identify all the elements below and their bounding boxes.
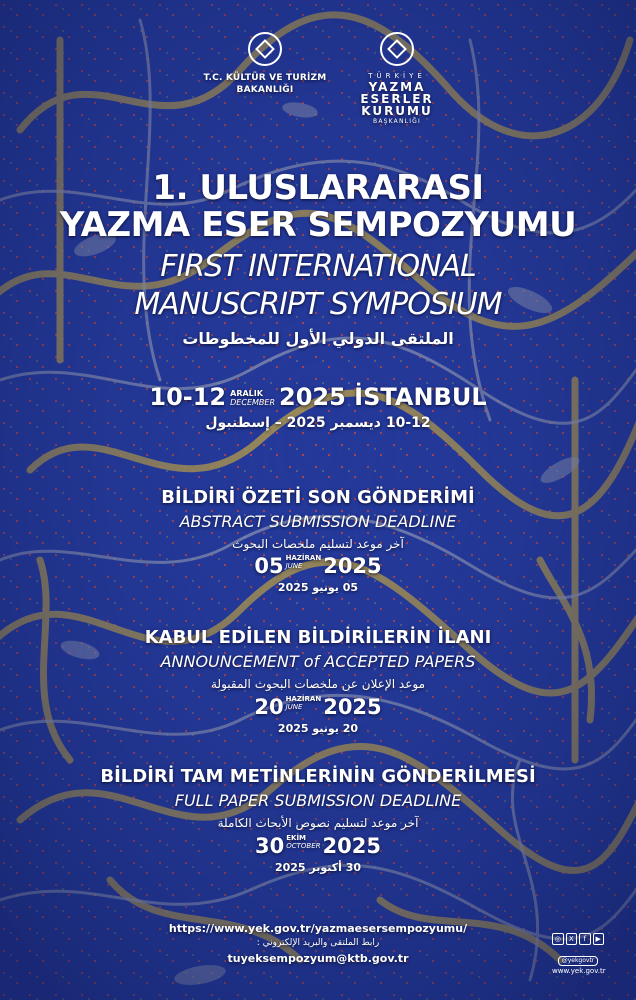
event-year-city: 2025 İSTANBUL	[279, 383, 487, 411]
deadline-3-date	[0, 834, 636, 858]
instagram-icon[interactable]: ◎	[552, 933, 564, 945]
institution-name-line3: ESERLER	[360, 92, 434, 106]
event-days: 10-12	[149, 383, 227, 411]
event-month-tr: ARALIK	[230, 389, 263, 398]
event-date-ar: 10-12 ديسمبر 2025 – إسطنبول	[205, 415, 431, 431]
ministry-name-line2: BAKANLIĞI	[236, 85, 294, 95]
event-date	[0, 383, 636, 411]
deadline-1-month-en: JUNE	[285, 562, 303, 570]
title-en-line2: MANUSCRIPT SYMPOSIUM	[134, 287, 502, 322]
deadline-3-day: 30	[255, 834, 285, 858]
deadline-3-month	[286, 834, 320, 850]
social-handle: @yekgovtr	[558, 956, 599, 966]
deadline-2-day: 20	[254, 695, 284, 719]
deadline-1-month-tr: HAZİRAN	[285, 554, 322, 562]
facebook-icon[interactable]: f	[579, 933, 591, 945]
deadline-3-title-en: FULL PAPER SUBMISSION DEADLINE	[174, 791, 462, 810]
deadline-2-month	[286, 695, 322, 711]
ministry-logo	[190, 32, 340, 96]
deadline-3-year: 2025	[322, 834, 381, 858]
youtube-icon[interactable]: ▶	[593, 933, 605, 945]
institution-name-line4: KURUMU	[361, 104, 433, 118]
deadline-2-year: 2025	[323, 695, 382, 719]
deadline-2-month-tr: HAZİRAN	[285, 695, 322, 703]
institution-logo	[352, 32, 442, 126]
deadline-3-title-tr: BİLDİRİ TAM METİNLERİNİN GÖNDERİLMESİ	[100, 766, 536, 787]
title-tr-line2: YAZMA ESER SEMPOZYUMU	[59, 205, 577, 245]
title-ar: الملتقى الدولي الأول للمخطوطات	[182, 329, 454, 348]
social-links	[552, 933, 604, 976]
deadline-1-title-en: ABSTRACT SUBMISSION DEADLINE	[179, 512, 457, 531]
deadline-1-date-ar: 05 يونيو 2025	[277, 581, 359, 594]
contact-email-link[interactable]: tuyeksempozyum@ktb.gov.tr	[227, 952, 409, 965]
institution-emblem-icon	[380, 32, 414, 66]
deadline-1-title-tr: BİLDİRİ ÖZETİ SON GÖNDERİMİ	[161, 487, 475, 508]
deadline-3-date-ar: 30 أكتوبر 2025	[274, 861, 362, 874]
institution-name-line2: YAZMA	[368, 80, 426, 94]
deadline-3-month-en: OCTOBER	[286, 842, 321, 850]
website-link[interactable]: www.yek.gov.tr	[552, 967, 606, 975]
institution-name-line5: BAŞKANLIĞI	[373, 118, 421, 125]
institution-name-line1: TÜRKİYE	[368, 72, 426, 80]
deadline-1-date	[0, 554, 636, 578]
deadline-2-date	[0, 695, 636, 719]
title-en-line1: FIRST INTERNATIONAL	[160, 249, 476, 284]
deadline-3-title-ar: آخر موعد لتسليم نصوص الأبحاث الكاملة	[217, 816, 419, 830]
deadline-1-year: 2025	[323, 554, 382, 578]
event-month-en: DECEMBER	[230, 398, 275, 407]
deadline-1-title-ar: آخر موعد لتسليم ملخصات البحوث	[232, 537, 404, 551]
deadline-2-date-ar: 20 يونيو 2025	[277, 722, 359, 735]
ministry-emblem-icon	[248, 32, 282, 66]
title-tr-line1: 1. ULUSLARARASI	[152, 168, 484, 208]
x-icon[interactable]: X	[566, 933, 578, 945]
deadline-3-month-tr: EKİM	[286, 834, 307, 842]
deadline-2-title-ar: موعد الإعلان عن ملخصات البحوث المقبولة	[210, 677, 426, 691]
deadline-2-month-en: JUNE	[285, 703, 303, 711]
deadline-2-title-en: ANNOUNCEMENT of ACCEPTED PAPERS	[160, 652, 476, 671]
footer-ar-label: رابط الملتقى والبريد الإلكتروني :	[256, 938, 380, 948]
event-month	[230, 389, 275, 407]
ministry-name-line1: T.C. KÜLTÜR VE TURİZM	[203, 73, 327, 83]
deadline-1-day: 05	[254, 554, 284, 578]
deadline-1-month	[286, 554, 322, 570]
symposium-url-link[interactable]: https://www.yek.gov.tr/yazmaesersempozyumu/	[168, 922, 468, 935]
deadline-2-title-tr: KABUL EDİLEN BİLDİRİLERİN İLANI	[144, 627, 492, 648]
